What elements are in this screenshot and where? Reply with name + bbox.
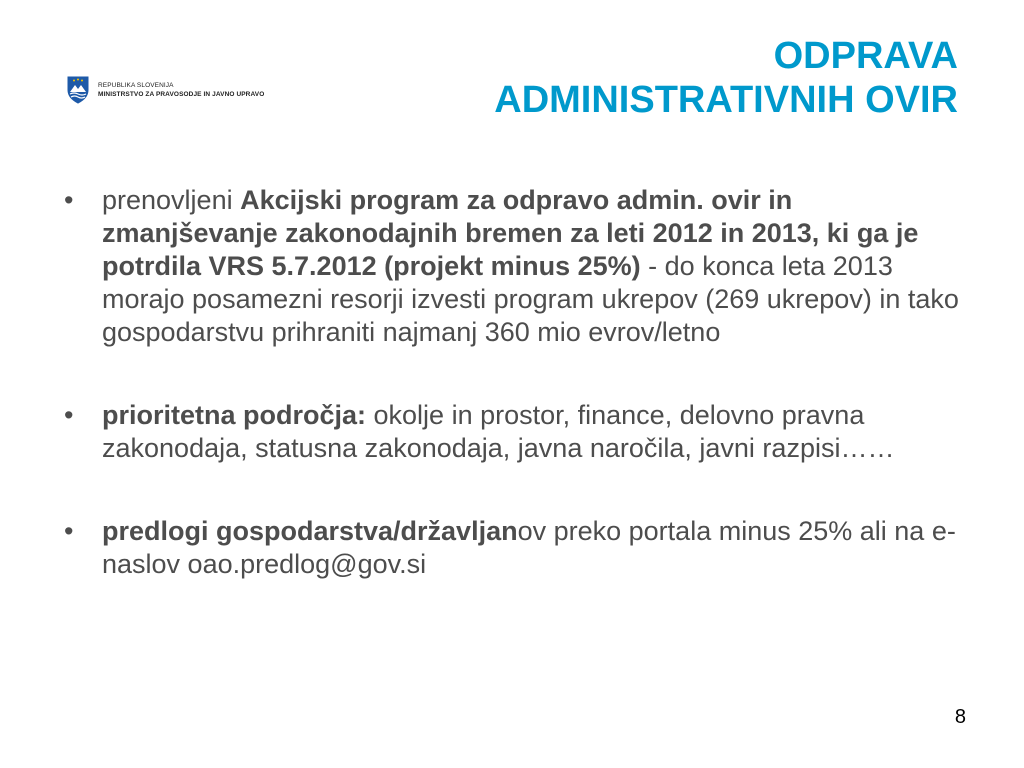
bullet-item-action-program xyxy=(64,184,964,349)
title-line-2: ADMINISTRATIVNIH OVIR xyxy=(494,79,958,121)
title-line-1: ODPRAVA xyxy=(773,35,958,77)
bullet-item-proposals xyxy=(64,515,964,581)
logo-text xyxy=(98,81,264,99)
bullet-item-priority-areas xyxy=(64,399,964,465)
bullet-bold-text: predlogi gospodarstva/državljan xyxy=(102,516,518,546)
bullet-list xyxy=(64,184,964,631)
bullet-dot: • xyxy=(64,516,74,546)
ministry-logo xyxy=(66,76,264,104)
bullet-rest-text: okolje in prostor, finance, delovno pravna zakonodaja, statusna zakonodaja, javna naročila, javni razpisi…… xyxy=(102,400,895,463)
coat-of-arms-icon xyxy=(66,76,90,104)
logo-line-republic: REPUBLIKA SLOVENIJA xyxy=(98,82,174,89)
bullet-bold-text: Akcijski program za odpravo admin. ovir in zmanjševanje zakonodajnih bremen za leti 2012 in 2013, ki ga je potrdila VRS 5.7.2012 (projekt minus 25%) xyxy=(102,185,919,281)
page-number: 8 xyxy=(954,706,966,728)
slide-title xyxy=(318,34,958,122)
logo-line-ministry: MINISTRSTVO ZA PRAVOSODJE IN JAVNO UPRAVO xyxy=(98,91,265,98)
bullet-rest-text: ov preko portala minus 25% ali na e-naslov oao.predlog@gov.si xyxy=(102,516,956,579)
bullet-dot: • xyxy=(64,185,74,215)
bullet-lead-text: prenovljeni xyxy=(102,185,241,215)
bullet-bold-text: prioritetna področja: xyxy=(102,400,367,430)
bullet-rest-text: - do konca leta 2013 morajo posamezni resorji izvesti program ukrepov (269 ukrepov) in tako gospodarstvu prihraniti najmanj 360 mio evrov/letno xyxy=(102,251,959,347)
bullet-dot: • xyxy=(64,400,74,430)
